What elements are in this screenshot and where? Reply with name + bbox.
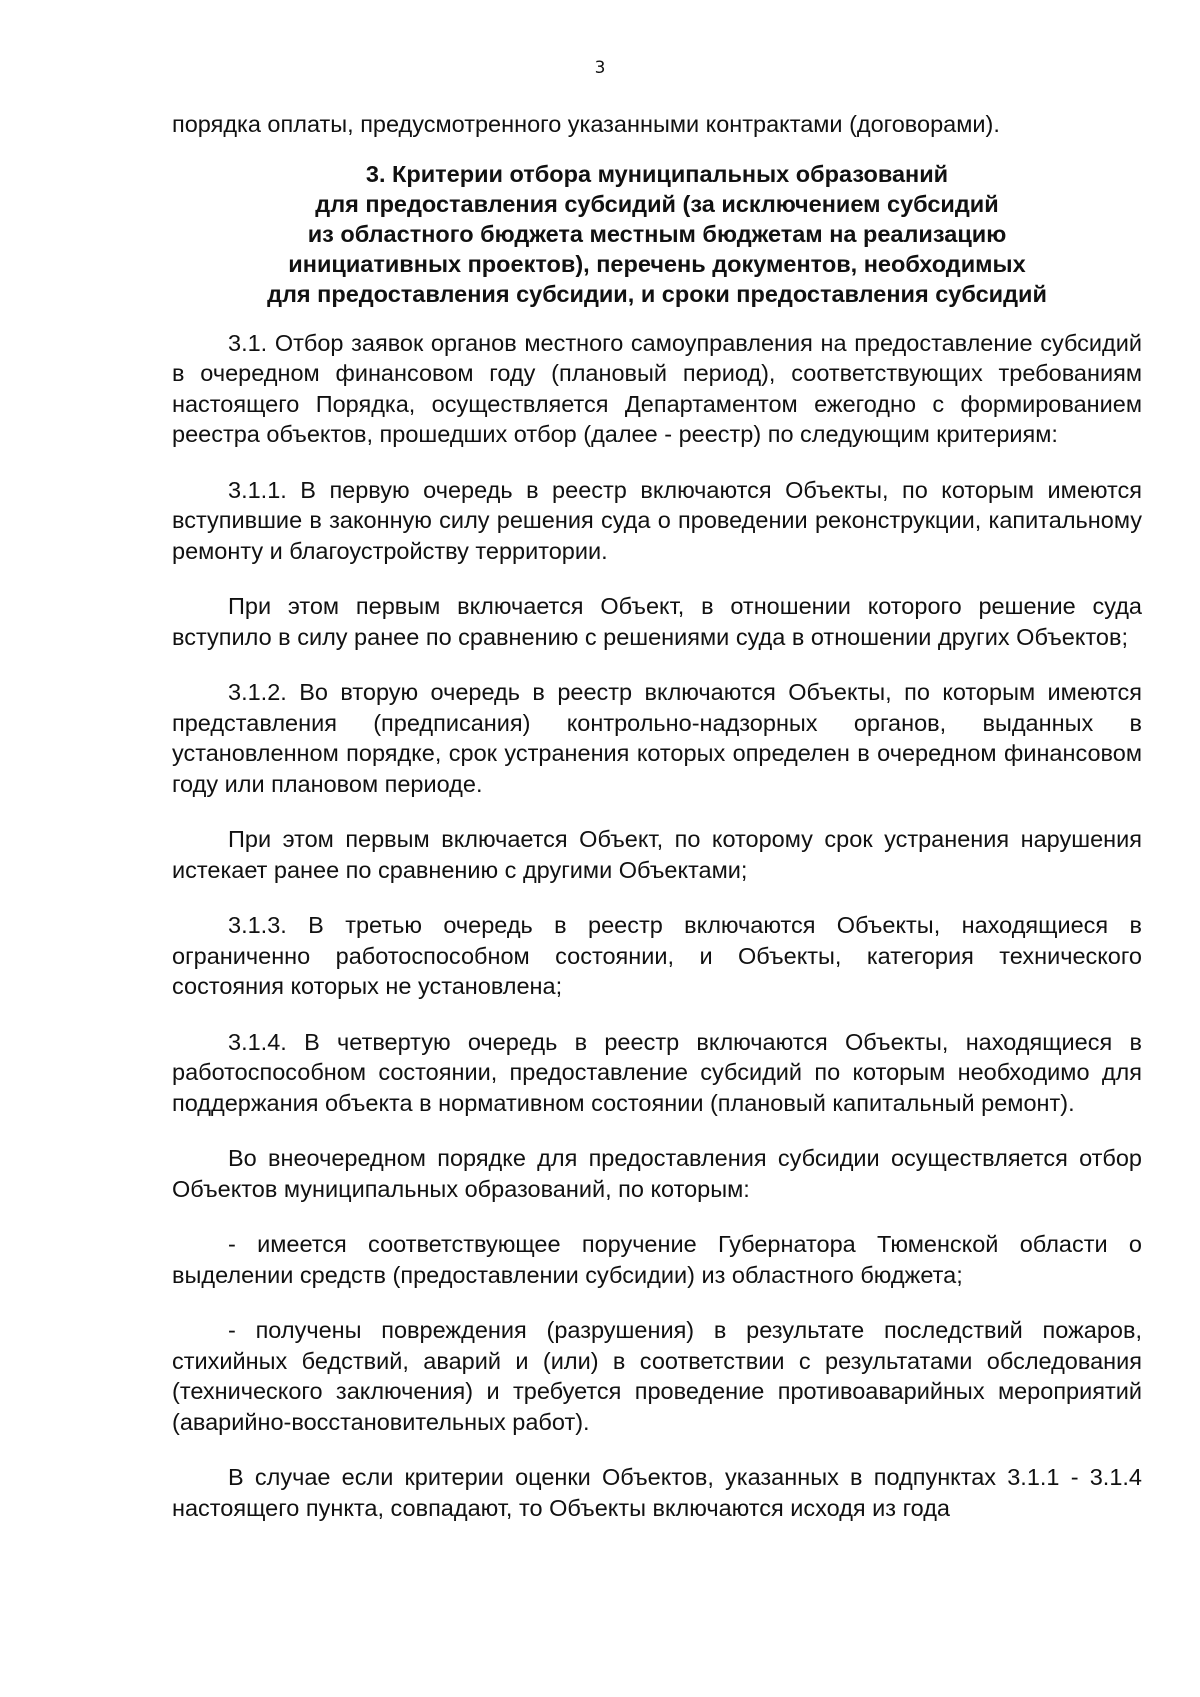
paragraph-extraordinary: Во внеочередном порядке для предоставления субсидии осуществляется отбор Объектов муниципальных образований, по которым: — [172, 1145, 1142, 1202]
paragraph-3-1-1: 3.1.1. В первую очередь в реестр включаются Объекты, по которым имеются вступившие в законную силу решения суда о проведении реконструкции, капитальному ремонту и благоустройству территории. — [172, 476, 1142, 564]
list-item-damage: - получены повреждения (разрушения) в результате последствий пожаров, стихийных бедствий, аварий и (или) в соответствии с результатами обследования (технического заключения) и требуется проведение противоаварийных мероприятий (аварийно-восстановительных работ). — [172, 1317, 1142, 1435]
list-item-governor-order: - имеется соответствующее поручение Губернатора Тюменской области о выделении средств (предоставлении субсидии) из областного бюджета; — [172, 1231, 1142, 1288]
paragraph-3-1: 3.1. Отбор заявок органов местного самоуправления на предоставление субсидий в очередном финансовом году (плановый период), соответствующих требованиям настоящего Порядка, осуществляется Департаментом ежегодно с формированием реестра объектов, прошедших отбор (далее - реестр) по следующим критериям: — [172, 329, 1142, 447]
section-heading-line: для предоставления субсидии, и сроки предоставления субсидий — [267, 280, 1047, 307]
page-number: 3 — [594, 58, 606, 78]
paragraph-3-1-3: 3.1.3. В третью очередь в реестр включаются Объекты, находящиеся в ограниченно работоспособном состоянии, и Объекты, категория технического состояния которых не установлена; — [172, 912, 1142, 999]
paragraph-3-1-4: 3.1.4. В четвертую очередь в реестр включаются Объекты, находящиеся в работоспособном состоянии, предоставление субсидий по которым необходимо для поддержания объекта в нормативном состоянии (плановый капитальный ремонт). — [172, 1028, 1142, 1116]
section-heading-line: инициативных проектов), перечень документов, необходимых — [288, 250, 1026, 277]
document-body — [172, 109, 1142, 1523]
intro-line: порядка оплаты, предусмотренного указанными контрактами (договорами). — [172, 111, 1000, 137]
paragraph-criteria-match: В случае если критерии оценки Объектов, указанных в подпунктах 3.1.1 - 3.1.4 настоящего пункта, совпадают, то Объекты включаются исходя из года — [172, 1464, 1142, 1521]
paragraph-3-1-2: 3.1.2. Во вторую очередь в реестр включаются Объекты, по которым имеются представления (предписания) контрольно-надзорных органов, выданных в установленном порядке, срок устранения которых определен в очередном финансовом году или плановом периоде. — [172, 679, 1142, 797]
paragraph-3-1-1-note: При этом первым включается Объект, в отношении которого решение суда вступило в силу ранее по сравнению с решениями суда в отношении других Объектов; — [172, 593, 1142, 650]
section-heading-line: для предоставления субсидий (за исключением субсидий — [315, 190, 999, 217]
section-heading-line: из областного бюджета местным бюджетам на реализацию — [307, 220, 1007, 247]
section-heading-line: 3. Критерии отбора муниципальных образований — [365, 160, 949, 187]
paragraph-3-1-2-note: При этом первым включается Объект, по которому срок устранения нарушения истекает ранее по сравнению с другими Объектами; — [172, 826, 1142, 883]
section-heading — [172, 159, 1142, 309]
